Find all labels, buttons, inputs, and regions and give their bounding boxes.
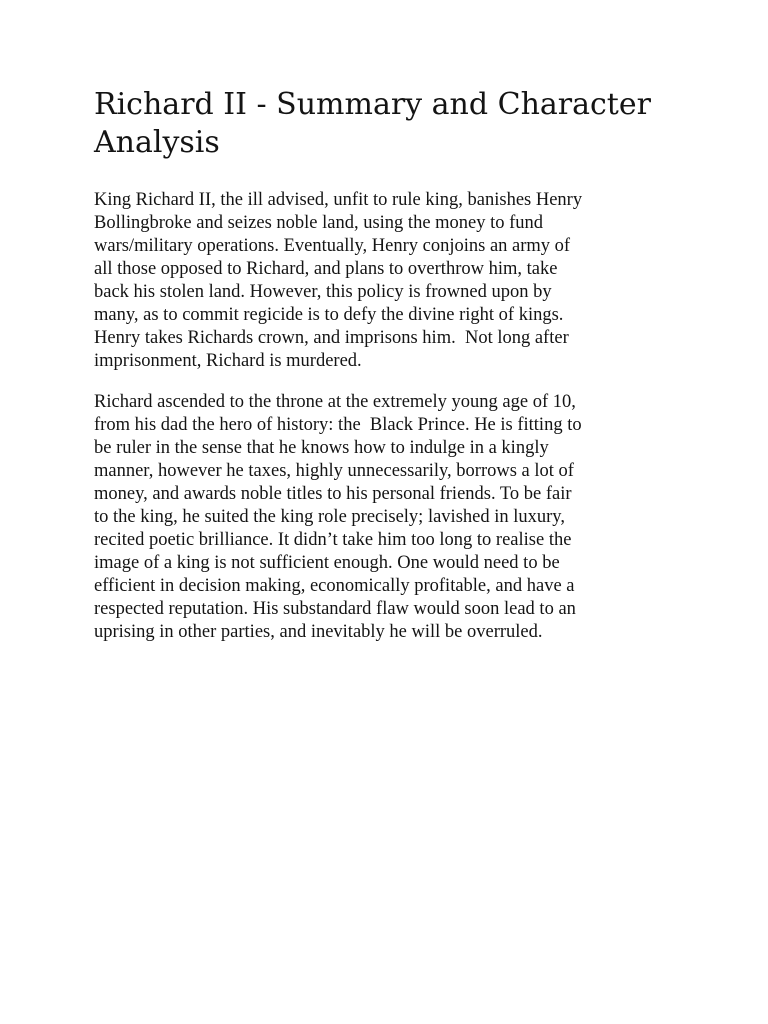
text-line: many, as to commit regicide is to defy the divine right of kings.	[94, 305, 564, 325]
text-line: King Richard II, the ill advised, unfit to rule king, banishes Henry	[94, 190, 583, 210]
text-line: from his dad the hero of history: the Black Prince. He is fitting to	[94, 415, 582, 435]
text-line: respected reputation. His substandard flaw would soon lead to an	[94, 599, 576, 619]
text-line: Henry takes Richards crown, and imprisons him. Not long after	[94, 328, 569, 348]
title-line: Analysis	[94, 125, 220, 160]
document-content	[94, 86, 684, 642]
document-title	[94, 86, 684, 162]
text-line: Richard ascended to the throne at the extremely young age of 10,	[94, 392, 576, 412]
text-line: uprising in other parties, and inevitably he will be overruled.	[94, 622, 543, 642]
paragraph-character-analysis	[94, 391, 582, 644]
text-line: image of a king is not sufficient enough. One would need to be	[94, 553, 560, 573]
text-line: Bollingbroke and seizes noble land, using the money to fund	[94, 213, 544, 233]
text-line: all those opposed to Richard, and plans to overthrow him, take	[94, 259, 558, 279]
text-line: recited poetic brilliance. It didn’t take him too long to realise the	[94, 530, 572, 550]
title-line: Richard II - Summary and Character	[94, 87, 651, 122]
text-line: imprisonment, Richard is murdered.	[94, 351, 362, 371]
text-line: money, and awards noble titles to his personal friends. To be fair	[94, 484, 572, 504]
text-line: wars/military operations. Eventually, Henry conjoins an army of	[94, 236, 571, 256]
text-line: efficient in decision making, economically profitable, and have a	[94, 576, 575, 596]
text-line: to the king, he suited the king role precisely; lavished in luxury,	[94, 507, 565, 527]
text-line: be ruler in the sense that he knows how to indulge in a kingly	[94, 438, 549, 458]
text-line: back his stolen land. However, this policy is frowned upon by	[94, 282, 552, 302]
text-line: manner, however he taxes, highly unnecessarily, borrows a lot of	[94, 461, 574, 481]
paragraph-summary	[94, 189, 582, 373]
